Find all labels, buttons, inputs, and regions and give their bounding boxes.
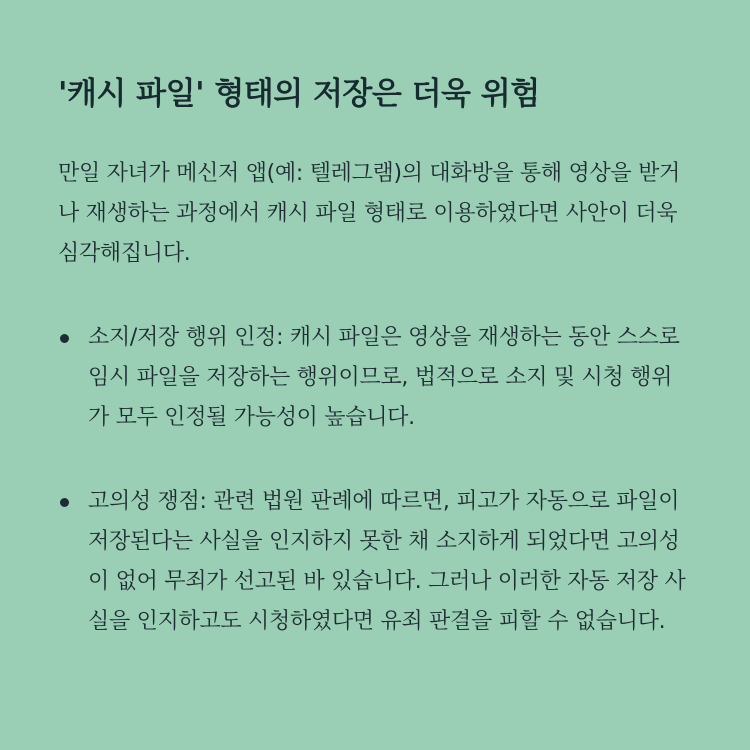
bullet-dot-icon — [60, 334, 69, 343]
bullet-item — [58, 318, 692, 438]
bullet-item — [58, 482, 692, 642]
bullet-text: 소지/저장 행위 인정: 캐시 파일은 영상을 재생하는 동안 스스로 임시 파일을 저장하는 행위이므로, 법적으로 소지 및 시청 행위가 모두 인정될 가능성이 높습니다. — [88, 325, 680, 430]
bullet-text: 고의성 쟁점: 관련 법원 판례에 따르면, 피고가 자동으로 파일이 저장된다는 사실을 인지하지 못한 채 소지하게 되었다면 고의성이 없어 무죄가 선고된 바 있습니다. 그러나 이러한 자동 저장 사실을 인지하고도 시청하였다면 유죄 판결을 피할 수 없습니다. — [88, 489, 686, 634]
page-title: '캐시 파일' 형태의 저장은 더욱 위험 — [58, 76, 540, 112]
bullet-list — [58, 318, 692, 642]
intro-paragraph: 만일 자녀가 메신저 앱(예: 텔레그램)의 대화방을 통해 영상을 받거나 재생하는 과정에서 캐시 파일 형태로 이용하였다면 사안이 더욱 심각해집니다. — [58, 161, 680, 266]
bullet-dot-icon — [60, 498, 69, 507]
